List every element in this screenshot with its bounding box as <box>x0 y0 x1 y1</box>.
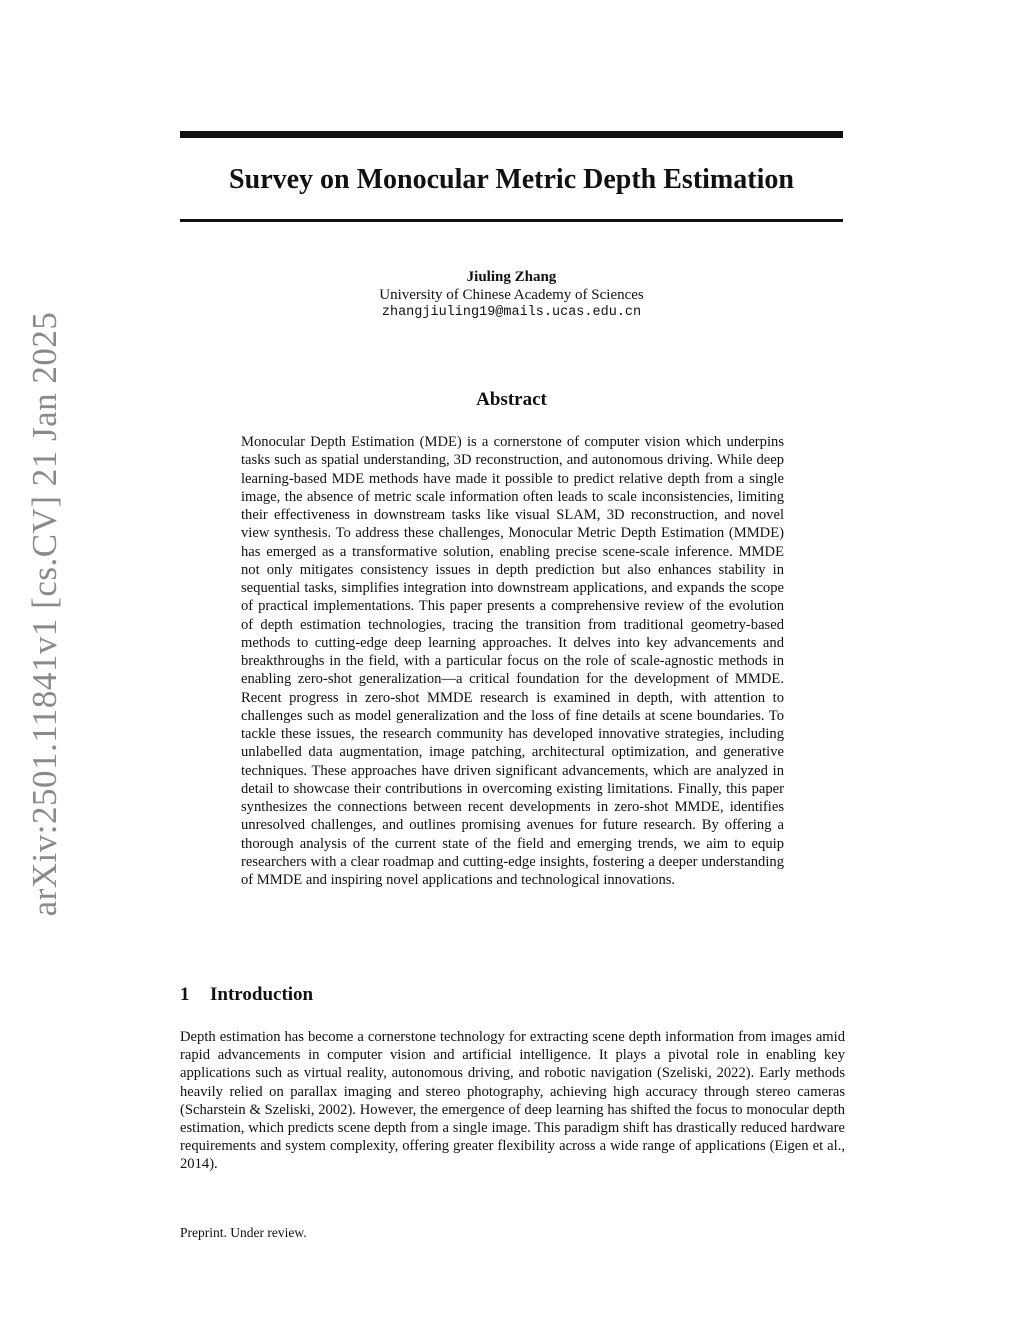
introduction-text: Depth estimation has become a cornerstone technology for extracting scene depth information from images amid rapid advancements in computer vision and artificial intelligence. It plays a pivotal role in enabling key applications such as virtual reality, autonomous driving, and robotic navigation (Szeliski, 2022). Early methods heavily relied on parallax imaging and stereo photography, achieving high accuracy through stereo cameras (Scharstein & Szeliski, 2002). However, the emergence of deep learning has shifted the focus to monocular depth estimation, which predicts scene depth from a single image. This paradigm shift has drastically reduced hardware requirements and system complexity, offering greater flexibility across a wide range of applications (Eigen et al., 2014). <box>180 1029 845 1173</box>
section-heading-introduction <box>180 983 313 1007</box>
arxiv-identifier-stamp: arXiv:2501.11841v1 [cs.CV] 21 Jan 2025 <box>25 311 64 917</box>
title-top-rule <box>180 131 843 138</box>
title-bottom-rule <box>180 219 843 222</box>
author-email: zhangjiuling19@mails.ucas.edu.cn <box>381 305 642 320</box>
preprint-footer: Preprint. Under review. <box>180 1225 307 1240</box>
author-name: Jiuling Zhang <box>466 269 557 285</box>
author-block <box>180 268 843 322</box>
abstract-heading: Abstract <box>476 389 547 410</box>
section-title: Introduction <box>210 984 314 1005</box>
author-affiliation: University of Chinese Academy of Sciences <box>379 287 644 303</box>
abstract-text: Monocular Depth Estimation (MDE) is a cornerstone of computer vision which underpins tasks such as spatial understanding, 3D reconstruction, and autonomous driving. While deep learning-based MDE methods have made it possible to predict relative depth from a single image, the absence of metric scale information often leads to scale inconsistencies, limiting their effectiveness in downstream tasks like visual SLAM, 3D reconstruction, and novel view synthesis. To address these challenges, Monocular Metric Depth Estimation (MMDE) has emerged as a transformative solution, enabling precise scene-scale inference. MMDE not only mitigates consistency issues in depth prediction but also enhances stability in sequential tasks, simplifies integration into downstream applications, and expands the scope of practical implementations. This paper presents a comprehensive review of the evolution of depth estimation technologies, tracing the transition from traditional geometry-based methods to cutting-edge deep learning approaches. It delves into key advancements and breakthroughs in the field, with a particular focus on the role of scale-agnostic methods in enabling zero-shot generalization—a critical foundation for the development of MMDE. Recent progress in zero-shot MMDE research is examined in depth, with attention to challenges such as model generalization and the loss of fine details at scene boundaries. To tackle these issues, the research community has developed innovative strategies, including unlabelled data augmentation, image patching, architectural optimization, and generative techniques. These approaches have driven significant advancements, which are analyzed in detail to showcase their contributions in overcoming existing limitations. Finally, this paper synthesizes the connections between recent developments in zero-shot MMDE, identifies unresolved challenges, and outlines promising avenues for future research. By offering a thorough analysis of the current state of the field and emerging trends, we aim to equip researchers with a clear roadmap and cutting-edge insights, fostering a deeper understanding of MMDE and inspiring novel applications and technological innovations. <box>241 434 784 888</box>
section-number: 1 <box>180 984 190 1005</box>
paper-title: Survey on Monocular Metric Depth Estimation <box>229 164 794 195</box>
